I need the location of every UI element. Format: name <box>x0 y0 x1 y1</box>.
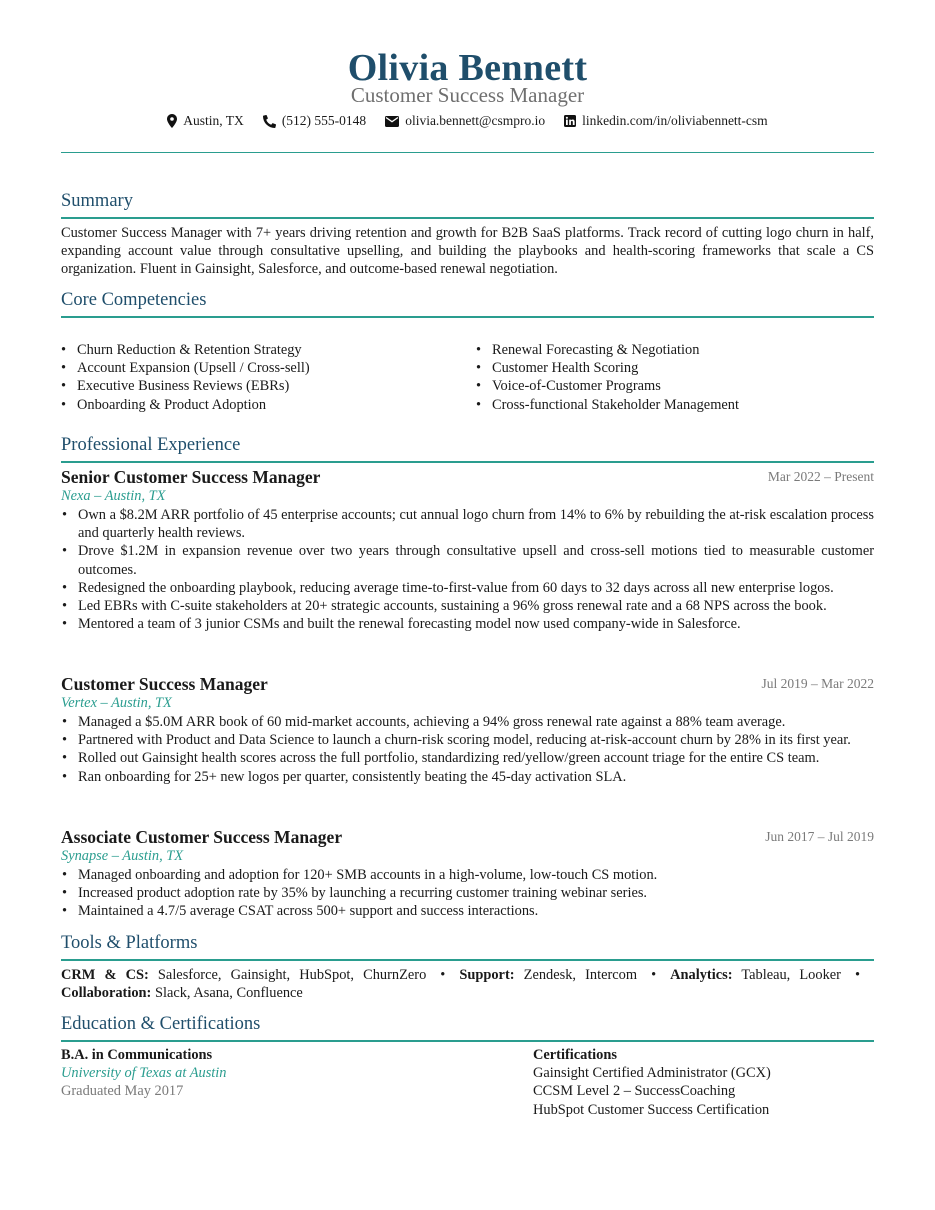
job-dates: Jun 2017 – Jul 2019 <box>765 829 874 844</box>
tool-group-label: Analytics: <box>670 967 733 983</box>
tool-group-items: Slack, Asana, Confluence <box>154 985 303 1002</box>
header-divider <box>61 152 874 153</box>
contact-linkedin-link[interactable]: linkedin.com/in/oliviabennett-csm <box>582 113 768 128</box>
job-title: Associate Customer Success Manager <box>61 827 343 847</box>
separator-bullet: • <box>854 967 860 983</box>
list-item: • Redesigned the onboarding playbook, reducing average time-to-first-value from 60 days to 32 days across all new enterprise logos. <box>61 579 874 597</box>
tool-group-label: Support: <box>459 967 515 983</box>
tool-group-items: Salesforce, Gainsight, HubSpot, ChurnZero <box>157 967 427 983</box>
school-name: University of Texas at Austin <box>61 1065 227 1082</box>
job-bullets <box>61 866 874 921</box>
contact-email[interactable] <box>385 113 545 129</box>
contact-location-text: Austin, TX <box>183 113 244 128</box>
competency-item: • Customer Health Scoring <box>476 359 739 377</box>
degree-title: B.A. in Communications <box>61 1047 213 1063</box>
job-bullets <box>61 713 874 786</box>
candidate-name: Olivia Bennett <box>347 47 588 89</box>
tool-group-items: Tableau, Looker <box>741 967 841 983</box>
list-item: • Increased product adoption rate by 35% by launching a recurring customer training webinar series. <box>61 884 874 902</box>
section-title-competencies: Core Competencies <box>61 290 207 310</box>
contact-phone <box>263 113 366 129</box>
list-item: • Drove $1.2M in expansion revenue over two years through consultative upsell and cross-sell motions tied to measurable customer outcomes. <box>61 542 874 578</box>
competencies-right <box>476 341 739 414</box>
list-item: • Led EBRs with C-suite stakeholders at 20+ strategic accounts, sustaining a 96% gross renewal rate and a 68 NPS across the book. <box>61 597 874 615</box>
section-rule <box>61 316 874 318</box>
job-dates: Mar 2022 – Present <box>767 469 874 484</box>
certifications-title: Certifications <box>533 1047 617 1063</box>
contact-bar <box>61 113 874 129</box>
section-title-tools: Tools & Platforms <box>61 933 198 953</box>
separator-bullet: • <box>440 967 446 983</box>
job-dates: Jul 2019 – Mar 2022 <box>761 676 874 691</box>
section-rule <box>61 217 874 219</box>
competency-item: • Renewal Forecasting & Negotiation <box>476 341 739 359</box>
competency-item: • Cross-functional Stakeholder Management <box>476 396 739 414</box>
job-company: Vertex – Austin, TX <box>61 695 172 711</box>
competency-item: • Account Expansion (Upsell / Cross-sell) <box>61 359 310 377</box>
list-item: • Maintained a 4.7/5 average CSAT across 500+ support and success interactions. <box>61 902 874 920</box>
job-bullets <box>61 506 874 633</box>
section-title-experience: Professional Experience <box>61 435 241 455</box>
list-item: • Managed a $5.0M ARR book of 60 mid-market accounts, achieving a 94% gross renewal rate against a 88% team average. <box>61 713 874 731</box>
section-rule <box>61 959 874 961</box>
envelope-icon <box>385 116 399 127</box>
competency-item: • Churn Reduction & Retention Strategy <box>61 341 310 359</box>
job-title: Customer Success Manager <box>61 674 268 694</box>
tool-group-label: CRM & CS: <box>61 967 149 983</box>
list-item: • Managed onboarding and adoption for 120+ SMB accounts in a high-volume, low-touch CS motion. <box>61 866 874 884</box>
contact-linkedin[interactable] <box>564 113 768 129</box>
list-item: • Rolled out Gainsight health scores across the full portfolio, standardizing red/yellow/green account triage for the entire CS team. <box>61 749 874 767</box>
separator-bullet: • <box>651 967 657 983</box>
contact-location <box>167 113 244 129</box>
job-company: Synapse – Austin, TX <box>61 848 184 864</box>
list-item: • Ran onboarding for 25+ new logos per quarter, consistently beating the 45-day activation SLA. <box>61 768 874 786</box>
list-item: • Own a $8.2M ARR portfolio of 45 enterprise accounts; cut annual logo churn from 14% to 6% by rebuilding the at-risk escalation process and quarterly health reviews. <box>61 506 874 542</box>
phone-icon <box>263 115 276 128</box>
job-entry <box>61 467 874 633</box>
list-item: • Partnered with Product and Data Science to launch a churn-risk scoring model, reducing at-risk-account churn by 28% in its first year. <box>61 731 874 749</box>
job-entry <box>61 674 874 786</box>
education-block <box>61 1046 461 1101</box>
section-rule <box>61 1040 874 1042</box>
tool-group-items: Zendesk, Intercom <box>523 967 638 983</box>
candidate-title: Customer Success Manager <box>350 83 585 107</box>
summary-text: Customer Success Manager with 7+ years driving retention and growth for B2B SaaS platforms. Track record of cutting logo churn in half, expanding account value through consultative upselling, and building the playbooks and health-scoring frameworks that scale a CS organization. Fluent in Gainsight, Salesforce, and outcome-based renewal negotiation. <box>61 225 874 278</box>
competency-item: • Onboarding & Product Adoption <box>61 396 310 414</box>
job-title: Senior Customer Success Manager <box>61 467 321 487</box>
certifications-block <box>533 1046 873 1119</box>
tools-list <box>61 966 874 1002</box>
section-title-summary: Summary <box>61 191 133 211</box>
certification-item: Gainsight Certified Administrator (GCX) <box>533 1065 771 1082</box>
tool-group-label: Collaboration: <box>61 985 152 1002</box>
competency-item: • Voice-of-Customer Programs <box>476 377 739 395</box>
linkedin-icon <box>564 115 576 127</box>
certification-item: HubSpot Customer Success Certification <box>533 1101 770 1118</box>
list-item: • Mentored a team of 3 junior CSMs and built the renewal forecasting model now used company-wide in Salesforce. <box>61 615 874 633</box>
contact-phone-text: (512) 555-0148 <box>281 113 367 128</box>
contact-email-link[interactable]: olivia.bennett@csmpro.io <box>405 113 546 128</box>
certification-item: CCSM Level 2 – SuccessCoaching <box>533 1083 736 1100</box>
job-entry <box>61 827 874 921</box>
competencies-left <box>61 341 310 414</box>
section-title-education: Education & Certifications <box>61 1014 261 1034</box>
section-rule <box>61 461 874 463</box>
job-company: Nexa – Austin, TX <box>61 488 166 504</box>
location-pin-icon <box>167 114 177 128</box>
competency-item: • Executive Business Reviews (EBRs) <box>61 377 310 395</box>
graduation-date: Graduated May 2017 <box>61 1083 184 1100</box>
